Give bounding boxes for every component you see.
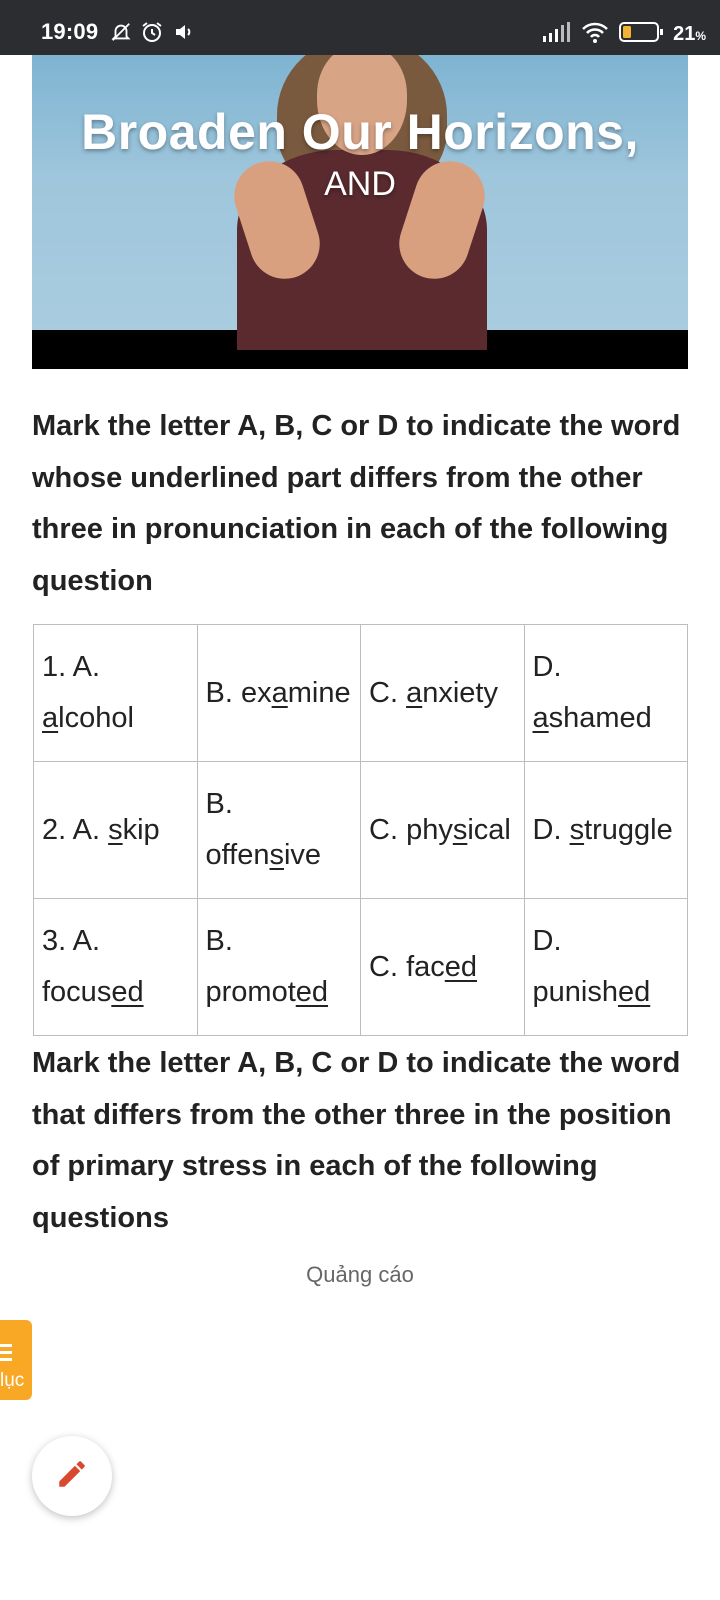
wifi-icon: [581, 21, 609, 48]
menu-lines-icon: [0, 1344, 12, 1365]
option-prefix: 3. A.: [42, 925, 101, 957]
option-word-end: lcohol: [58, 702, 134, 734]
battery-icon: [619, 21, 663, 48]
option-underlined-part: a: [42, 702, 59, 734]
table-row: [34, 899, 688, 1036]
option-cell: [34, 899, 198, 1036]
table-row: [34, 762, 688, 899]
option-word-start: ex: [240, 676, 272, 709]
option-cell: [34, 762, 198, 899]
option-prefix: C.: [369, 950, 398, 983]
option-word-end: ical: [467, 813, 511, 846]
option-underlined-part: a: [271, 676, 288, 709]
toc-tab-label: lục: [0, 1370, 25, 1391]
option-prefix: B.: [205, 925, 233, 957]
option-prefix: 1. A.: [42, 651, 101, 683]
option-word-start: phy: [406, 813, 453, 846]
option-cell: [524, 899, 688, 1036]
edit-fab-button[interactable]: [32, 1436, 112, 1516]
option-underlined-part: ed: [111, 976, 144, 1008]
option-cell: [524, 762, 688, 899]
instruction-pronunciation: Mark the letter A, B, C or D to indicate the word whose underlined part differs from the other three in pronunciation in each of the following question: [32, 410, 681, 597]
option-prefix: D.: [532, 925, 562, 957]
option-prefix: D.: [532, 813, 562, 846]
option-underlined-part: a: [406, 676, 423, 709]
status-time: 19:09: [41, 19, 99, 44]
option-word-start: focus: [42, 976, 112, 1008]
alarm-icon: [140, 20, 164, 49]
video-caption-sub: AND: [324, 165, 396, 203]
option-word-start: promot: [205, 976, 296, 1008]
instruction-stress: Mark the letter A, B, C or D to indicate the word that differs from the other three in the position of primary stress in each of the following questions: [32, 1047, 681, 1234]
bell-off-icon: [110, 21, 132, 48]
option-cell: [197, 625, 361, 762]
option-cell: [524, 625, 688, 762]
status-bar: [0, 0, 720, 55]
option-word-start: offen: [205, 839, 270, 871]
option-prefix: C.: [369, 676, 398, 709]
volume-icon: [172, 20, 196, 49]
battery-percent: 21%: [673, 23, 706, 45]
option-word-end: shamed: [548, 702, 652, 734]
option-prefix: D.: [532, 651, 562, 683]
option-word-end: truggle: [584, 813, 673, 846]
option-word-end: nxiety: [422, 676, 498, 709]
ad-label: Quảng cáo: [306, 1262, 414, 1287]
signal-icon: [543, 22, 571, 47]
option-underlined-part: ed: [617, 976, 651, 1008]
option-prefix: 2. A.: [42, 813, 101, 846]
option-word-end: mine: [287, 676, 351, 709]
option-cell: [197, 899, 361, 1036]
option-underlined-part: s: [269, 839, 284, 871]
option-cell: [197, 762, 361, 899]
option-underlined-part: s: [108, 813, 123, 846]
video-frame: [32, 55, 688, 330]
option-cell: [34, 625, 198, 762]
option-cell: [361, 899, 525, 1036]
question-table: [33, 624, 688, 1036]
option-word-start: fac: [406, 950, 445, 983]
option-underlined-part: s: [569, 813, 585, 846]
table-of-contents-tab[interactable]: [0, 1320, 32, 1400]
option-prefix: B.: [205, 788, 233, 820]
table-row: [34, 625, 688, 762]
option-cell: [361, 762, 525, 899]
pencil-icon: [55, 1457, 89, 1496]
option-underlined-part: ed: [444, 950, 478, 983]
option-cell: [361, 625, 525, 762]
option-word-end: ive: [283, 839, 322, 871]
option-prefix: C.: [369, 813, 398, 846]
video-player[interactable]: [32, 55, 688, 369]
option-underlined-part: ed: [295, 976, 329, 1008]
video-caption-main: Broaden Our Horizons,: [81, 104, 639, 160]
option-prefix: B.: [205, 676, 233, 709]
option-word-start: punish: [532, 976, 618, 1008]
option-underlined-part: a: [532, 702, 549, 734]
option-word-end: kip: [122, 813, 160, 846]
option-underlined-part: s: [452, 813, 468, 846]
